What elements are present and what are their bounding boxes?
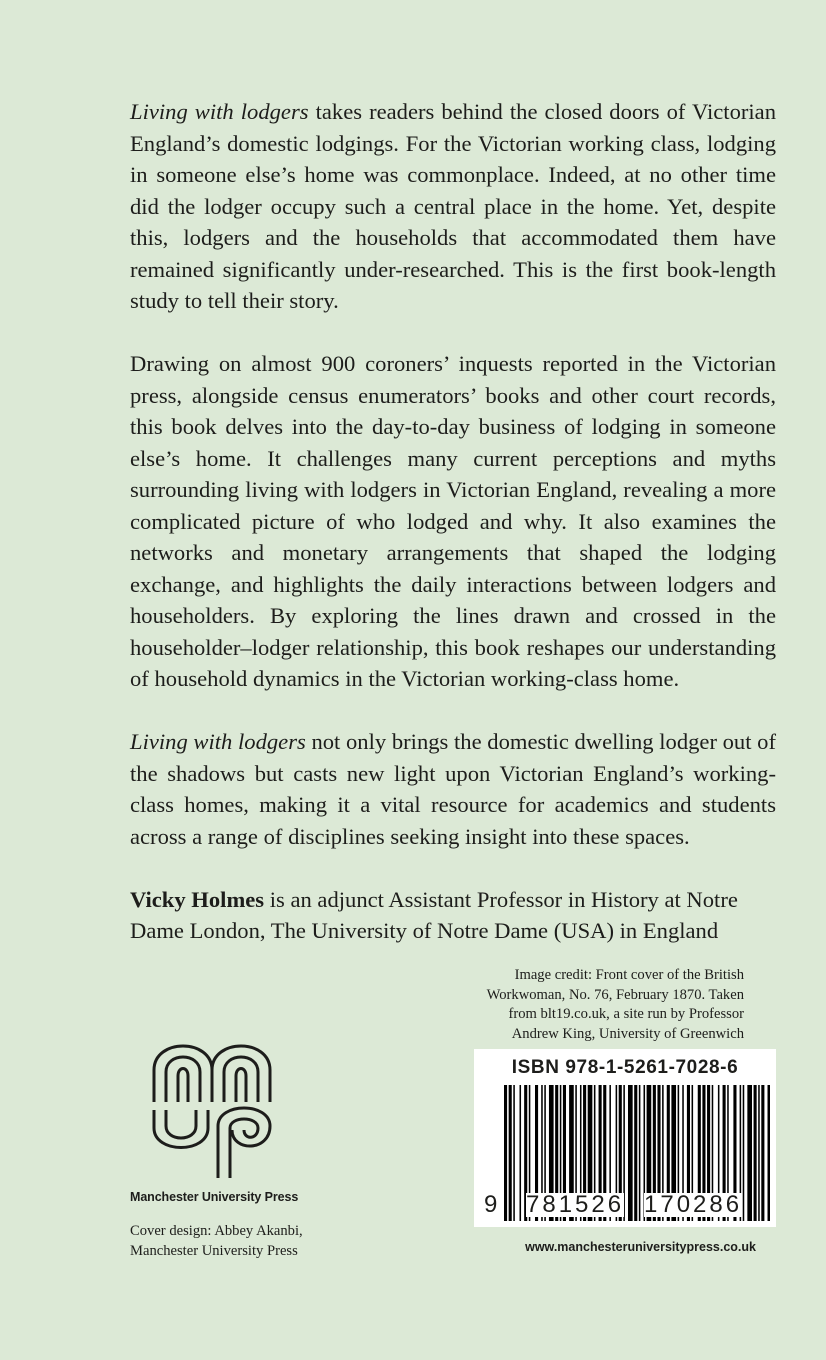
blurb-paragraph-2: Drawing on almost 900 coroners’ inquests reported in the Victorian press, alongside census enumerators’ books and other court records, this book delves into the day-to-day business of lodging in someone else’s home. It challenges many current perceptions and myths surrounding living with lodgers in Victorian England, revealing a more complicated picture of who lodged and why. It also examines the networks and monetary arrangements that shaped the lodging exchange, and highlights the daily interactions between lodgers and householders. By exploring the lines drawn and crossed in the householder–lodger relationship, this book reshapes our understanding of household dynamics in the Victorian working-class home. bbox=[130, 351, 776, 691]
publisher-url: www.manchesteruniversitypress.co.uk bbox=[525, 1240, 756, 1254]
barcode-bar bbox=[634, 1085, 637, 1221]
isbn-label: ISBN 978-1-5261-7028-6 bbox=[511, 1057, 739, 1078]
barcode-bar bbox=[747, 1085, 752, 1221]
barcode-digits-left: 781526 bbox=[526, 1191, 625, 1218]
image-credit: Image credit: Front cover of the British Workwoman, No. 76, February 1870. Taken from blt19.co.uk, a site run by Professor Andrew King, University of Greenwich bbox=[486, 967, 744, 1042]
blurb-paragraph-1: Living with lodgers takes readers behind the closed doors of Victorian England’s domestic lodgings. For the Victorian working class, lodging in someone else’s home was commonplace. Indeed, at no other time did the lodger occupy such a central place in the home. Yet, despite this, lodgers and the households that accommodated them have remained significantly under-researched. This is the first book-length study to tell their story. bbox=[130, 99, 776, 313]
blurb-paragraph-3: Living with lodgers not only brings the domestic dwelling lodger out of the shadows but casts new light upon Victorian England’s working-class homes, making it a vital resource for academics and students across a range of disciplines seeking insight into these spaces. bbox=[130, 729, 777, 849]
barcode-bar bbox=[761, 1085, 764, 1221]
barcode-bar bbox=[758, 1085, 760, 1221]
barcode-bar bbox=[768, 1085, 771, 1221]
cover-design-credit: Cover design: Abbey Akanbi, Manchester University Press bbox=[130, 1223, 303, 1259]
isbn-barcode bbox=[474, 1049, 776, 1227]
book-title-italic: Living with lodgers bbox=[130, 99, 309, 124]
barcode-bar bbox=[754, 1085, 757, 1221]
barcode-bar bbox=[743, 1085, 745, 1221]
barcode-digits-right: 170286 bbox=[644, 1191, 743, 1218]
barcode-bar bbox=[628, 1085, 633, 1221]
book-title-italic: Living with lodgers bbox=[130, 729, 306, 754]
back-cover-blurb bbox=[130, 96, 776, 978]
barcode-bar bbox=[639, 1085, 641, 1221]
barcode-digit-first: 9 bbox=[484, 1191, 498, 1218]
author-bio: Vicky Holmes is an adjunct Assistant Professor in History at Notre Dame London, The University of Notre Dame (USA) in England bbox=[130, 886, 738, 943]
barcode-bar bbox=[520, 1085, 522, 1221]
publisher-name: Manchester University Press bbox=[130, 1190, 299, 1204]
mup-logo-icon bbox=[148, 1030, 278, 1180]
author-name: Vicky Holmes bbox=[130, 886, 265, 912]
barcode-bar bbox=[513, 1085, 515, 1221]
barcode-bar bbox=[504, 1085, 507, 1221]
barcode-bar bbox=[509, 1085, 512, 1221]
